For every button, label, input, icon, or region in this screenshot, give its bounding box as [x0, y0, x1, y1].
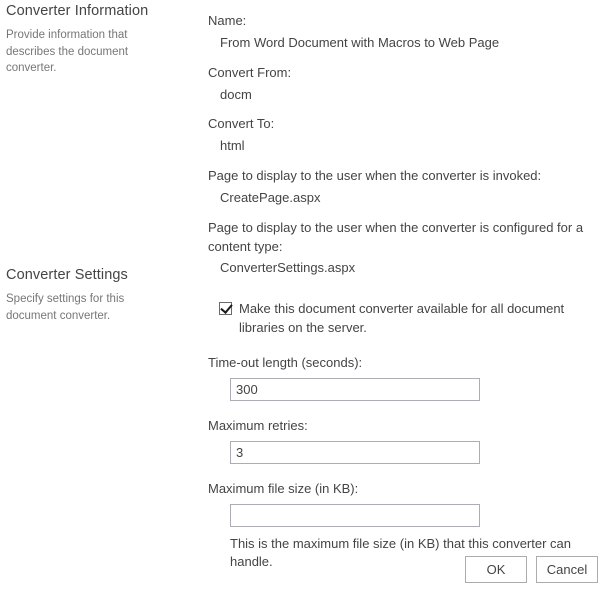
field-convert-to-value: html: [220, 138, 245, 154]
form-content: [208, 12, 598, 572]
converter-settings-heading: Converter Settings: [6, 267, 128, 283]
field-configure-page-value: ConverterSettings.aspx: [220, 260, 356, 276]
max-file-size-input[interactable]: [230, 504, 480, 527]
converter-information-panel: [6, 3, 181, 77]
timeout-input[interactable]: [230, 378, 480, 401]
field-configure-page: [208, 219, 598, 279]
cancel-button[interactable]: Cancel: [536, 556, 598, 583]
field-name-value: From Word Document with Macros to Web Page: [220, 34, 500, 50]
field-convert-from-label: Convert From:: [208, 64, 292, 80]
max-file-size-help: This is the maximum file size (in KB) that this converter can handle.: [230, 535, 572, 570]
field-convert-to: [208, 115, 598, 156]
field-invoke-page: [208, 167, 598, 208]
field-configure-page-label: Page to display to the user when the converter is configured for a content type:: [208, 219, 584, 254]
checkbox-icon[interactable]: [219, 302, 232, 315]
field-name-label: Name:: [208, 13, 247, 28]
dialog-actions: [465, 556, 598, 583]
timeout-field-group: [208, 354, 598, 401]
converter-information-heading: Converter Information: [6, 3, 149, 19]
field-invoke-page-label: Page to display to the user when the converter is invoked:: [208, 168, 542, 184]
converter-settings-description: Specify settings for this document converter.: [6, 293, 125, 322]
max-retries-input[interactable]: [230, 441, 480, 464]
field-convert-to-label: Convert To:: [208, 116, 275, 132]
timeout-label: Time-out length (seconds):: [208, 354, 363, 370]
converter-information-description: Provide information that describes the document converter.: [6, 29, 129, 75]
available-for-all-libraries-row[interactable]: [219, 300, 598, 338]
field-invoke-page-value: CreatePage.aspx: [220, 189, 321, 205]
field-name: [208, 12, 598, 53]
available-for-all-libraries-label: Make this document converter available for all document libraries on the server.: [239, 301, 565, 336]
field-convert-from: [208, 64, 598, 105]
converter-settings-panel: [6, 267, 181, 324]
max-retries-label: Maximum retries:: [208, 417, 308, 433]
ok-button[interactable]: OK: [465, 556, 527, 583]
field-convert-from-value: docm: [220, 86, 252, 102]
max-retries-field-group: [208, 417, 598, 464]
max-file-size-label: Maximum file size (in KB):: [208, 480, 359, 496]
